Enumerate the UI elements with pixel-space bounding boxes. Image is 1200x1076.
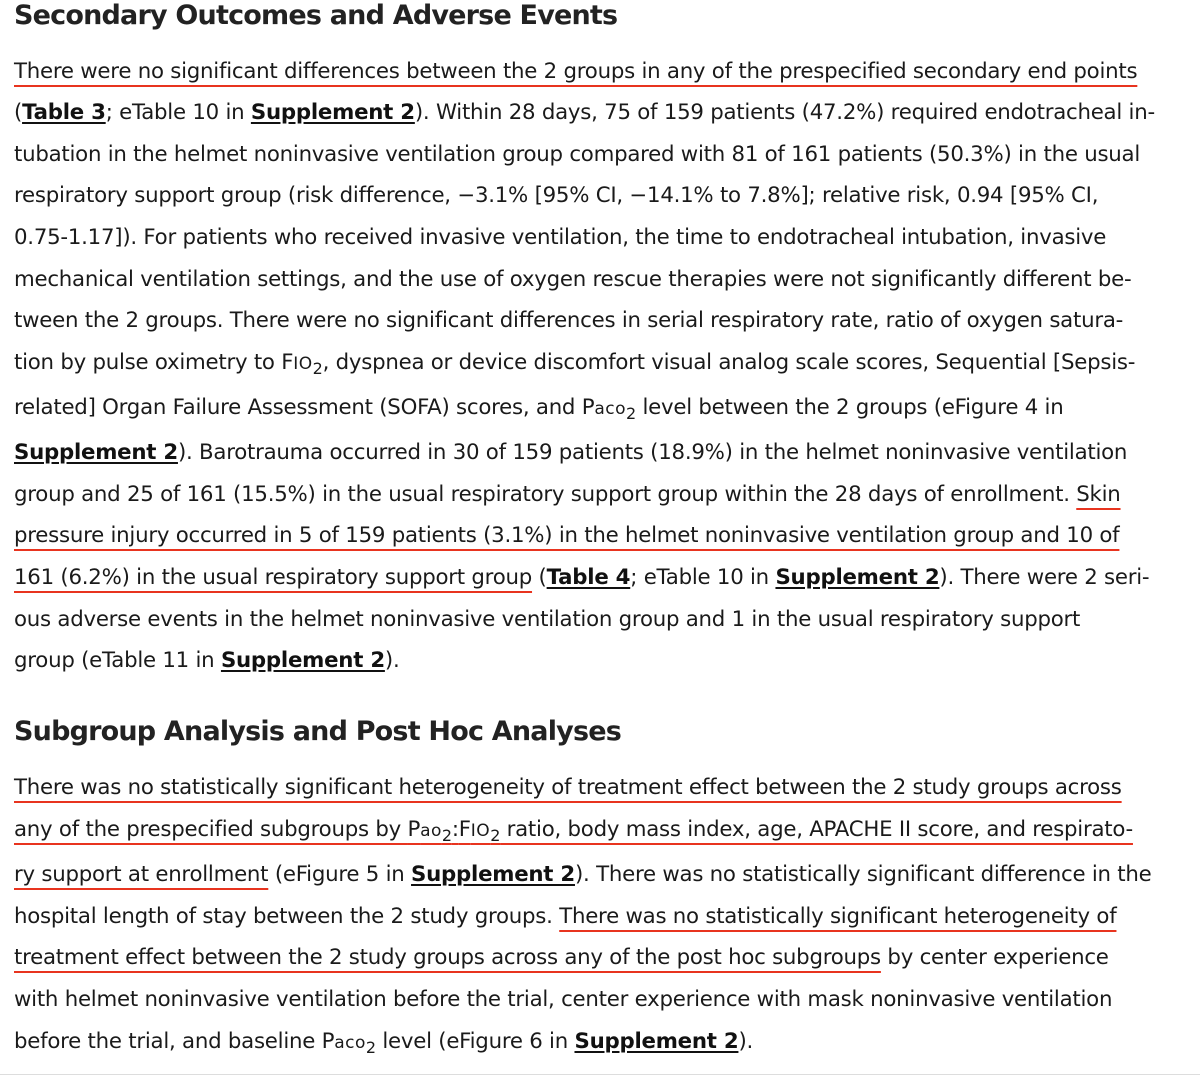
paragraph-line: Supplement 2). Barotrauma occurred in 30 of 159 patients (18.9%) in the helmet noninvasive ventilation [14, 440, 1128, 465]
highlighted-text: There was no statistically significant heterogeneity of [559, 904, 1117, 929]
highlighted-text: any of the prespecified subgroups by $Pao_2:FIO_2$ ratio, body mass index, age, APACHE II score, and respirato- [14, 817, 1133, 845]
paragraph-line: (Table 3; eTable 10 in Supplement 2). Within 28 days, 75 of 159 patients (47.2%) required endotracheal in- [14, 100, 1155, 125]
supplement-2-link[interactable]: Supplement 2 [775, 565, 940, 590]
paragraph-line: treatment effect between the 2 study groups across any of the post hoc subgroups by center experience [14, 945, 1109, 970]
paragraph-line [14, 773, 1122, 803]
supplement-2-link[interactable]: Supplement 2 [220, 648, 385, 673]
paragraph-line [14, 521, 1119, 551]
paragraph-line: tion by pulse oximetry to $FIO_2$, dyspnea or device discomfort visual analog scale scores, Sequential [Sepsis- [14, 350, 1136, 378]
page-bottom-divider [0, 1074, 1200, 1075]
paco2-term: Paco$_2$ [581, 395, 636, 423]
paragraph-line: before the trial, and baseline Paco$_2$ level (eFigure 6 in Supplement 2). [14, 1029, 754, 1057]
paragraph-line: group and 25 of 161 (15.5%) in the usual respiratory support group within the 28 days of enrollment. Skin [14, 482, 1121, 507]
paragraph-line: group (eTable 11 in Supplement 2). [14, 648, 400, 673]
supplement-2-link[interactable]: Supplement 2 [574, 1029, 739, 1054]
paragraph-line [14, 815, 1133, 846]
paragraph-line: tween the 2 groups. There were no significant differences in serial respiratory rate, ratio of oxygen satura- [14, 308, 1124, 333]
paragraph-line: 0.75-1.17]). For patients who received invasive ventilation, the time to endotracheal intubation, invasive [14, 225, 1107, 250]
paragraph-line: hospital length of stay between the 2 study groups. There was no statistically significant heterogeneity of [14, 904, 1117, 929]
fio2-term: $FIO_2$ [281, 350, 323, 378]
supplement-2-link[interactable]: Supplement 2 [14, 440, 178, 465]
paragraph-line [14, 57, 1137, 87]
table-4-link[interactable]: Table 4 [546, 565, 631, 590]
paragraph-line: 161 (6.2%) in the usual respiratory support group (Table 4; eTable 10 in Supplement 2). There were 2 seri- [14, 565, 1150, 590]
section-heading-secondary-outcomes: Secondary Outcomes and Adverse Events [14, 0, 618, 31]
article-page [14, 0, 1186, 1076]
highlighted-text: Skin [1076, 482, 1121, 507]
paragraph-line: related] Organ Failure Assessment (SOFA) scores, and Paco$_2$ level between the 2 groups (eFigure 4 in [14, 395, 1064, 423]
highlighted-text: treatment effect between the 2 study groups across any of the post hoc subgroups [14, 945, 881, 970]
section-heading-subgroup-analysis: Subgroup Analysis and Post Hoc Analyses [14, 716, 622, 747]
highlighted-text: There was no statistically significant heterogeneity of treatment effect between the 2 study groups across [14, 775, 1122, 800]
highlighted-text: pressure injury occurred in 5 of 159 patients (3.1%) in the helmet noninvasive ventilation group and 10 of [14, 523, 1120, 548]
highlighted-text: 161 (6.2%) in the usual respiratory support group [14, 565, 533, 590]
paco2-term: Paco$_2$ [321, 1029, 376, 1057]
supplement-2-link[interactable]: Supplement 2 [411, 862, 575, 887]
paragraph-line: ous adverse events in the helmet noninvasive ventilation group and 1 in the usual respiratory support [14, 607, 1081, 632]
highlighted-text: ry support at enrollment [14, 862, 269, 887]
highlighted-text: There were no significant differences between the 2 groups in any of the prespecified secondary end points [14, 59, 1138, 84]
table-3-link[interactable]: Table 3 [22, 100, 106, 125]
pao2-fio2-term: $Pao_2:FIO_2$ [407, 817, 501, 845]
paragraph-line: ry support at enrollment (eFigure 5 in Supplement 2). There was no statistically significant difference in the [14, 862, 1152, 887]
supplement-2-link[interactable]: Supplement 2 [250, 100, 415, 125]
paragraph-line: respiratory support group (risk difference, −3.1% [95% CI, −14.1% to 7.8%]; relative risk, 0.94 [95% CI, [14, 183, 1099, 208]
paragraph-line: with helmet noninvasive ventilation before the trial, center experience with mask noninvasive ventilation [14, 987, 1113, 1012]
paragraph-line: mechanical ventilation settings, and the use of oxygen rescue therapies were not significantly different be- [14, 267, 1132, 292]
paragraph-line: tubation in the helmet noninvasive ventilation group compared with 81 of 161 patients (50.3%) in the usual [14, 142, 1141, 167]
